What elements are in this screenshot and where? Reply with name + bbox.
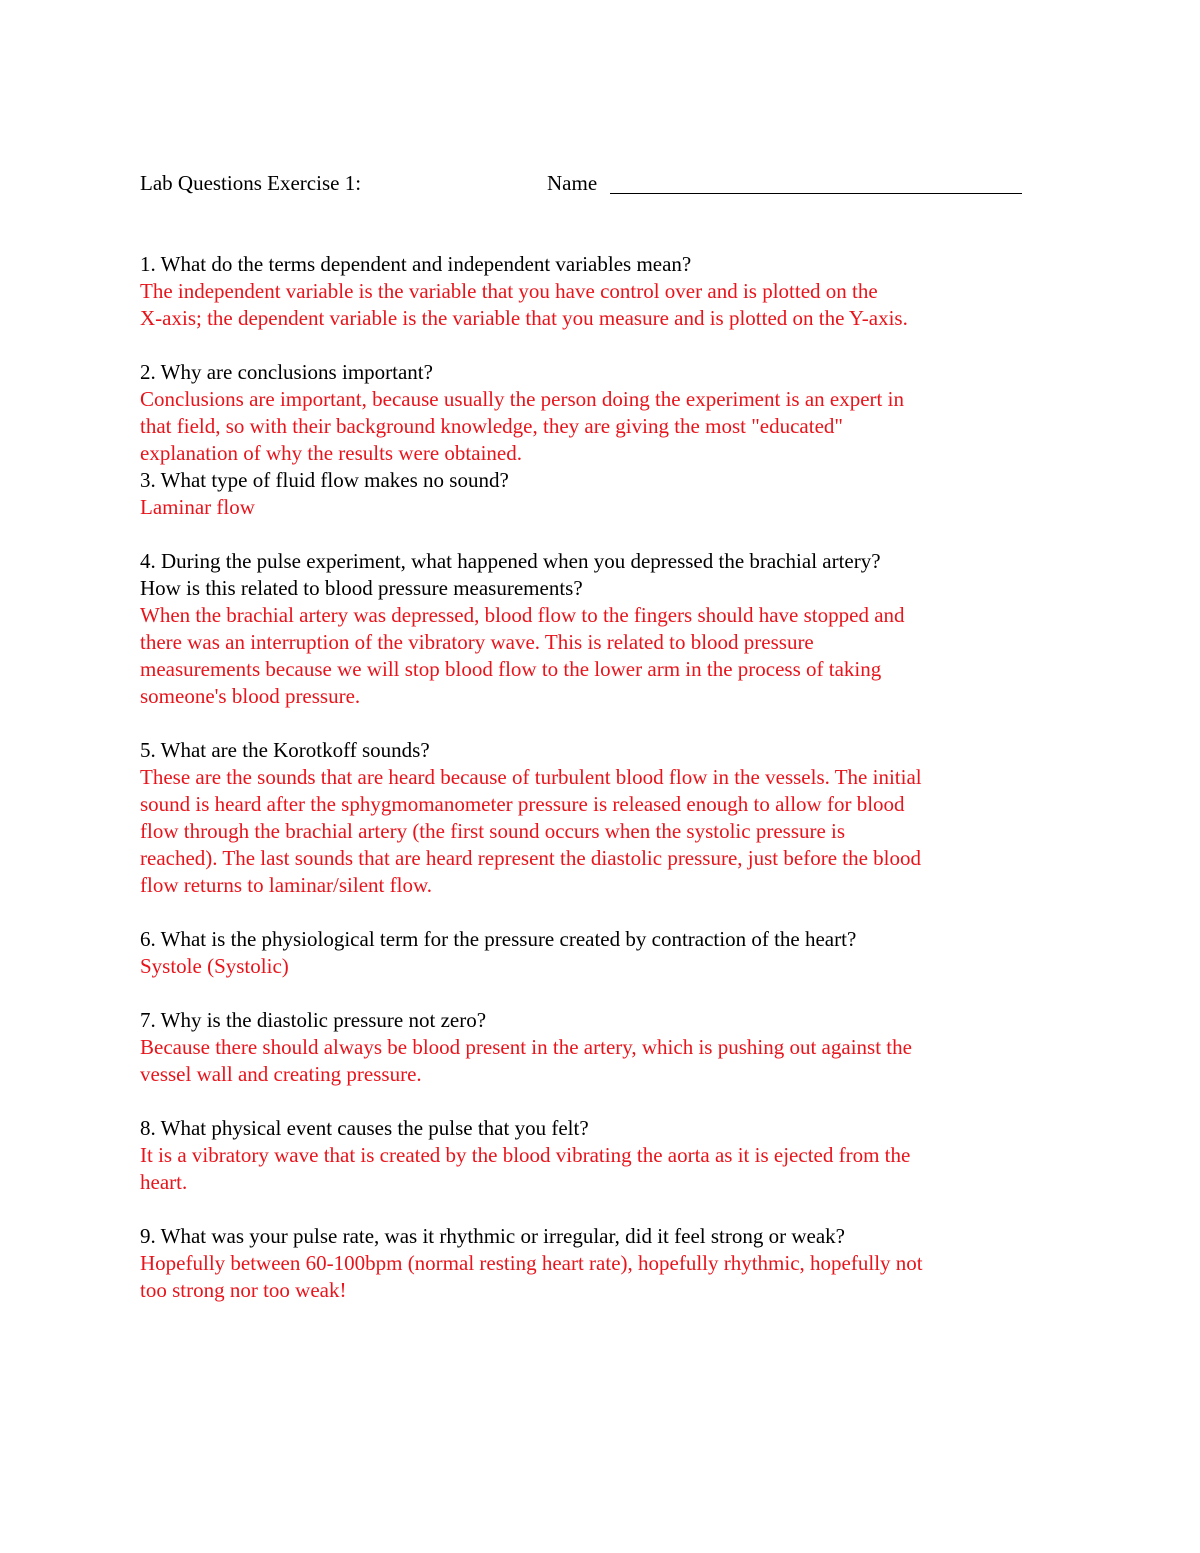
question-item-2 (140, 359, 1040, 467)
answer-line: flow returns to laminar/silent flow. (140, 873, 432, 897)
worksheet-header (140, 170, 1030, 200)
answer-line: X-axis; the dependent variable is the variable that you measure and is plotted on the Y-axis. (140, 306, 908, 330)
question-text: How is this related to blood pressure measurements? (140, 576, 583, 600)
answer-line: someone's blood pressure. (140, 684, 361, 708)
answer-line: Laminar flow (140, 495, 255, 519)
question-item-7 (140, 1007, 1040, 1088)
questions-list (140, 251, 1040, 1304)
question-text: 6. What is the physiological term for the pressure created by contraction of the heart? (140, 927, 857, 951)
question-text: 2. Why are conclusions important? (140, 360, 433, 384)
answer-line: explanation of why the results were obtained. (140, 441, 522, 465)
name-blank-line (610, 193, 1022, 194)
question-item-8 (140, 1115, 1040, 1196)
answer-line: flow through the brachial artery (the first sound occurs when the systolic pressure is (140, 819, 846, 843)
question-text: 7. Why is the diastolic pressure not zero? (140, 1008, 487, 1032)
answer-line: These are the sounds that are heard because of turbulent blood flow in the vessels. The initial (140, 765, 922, 789)
answer-line: It is a vibratory wave that is created by the blood vibrating the aorta as it is ejected from the (140, 1143, 911, 1167)
question-item-6 (140, 926, 1040, 980)
question-item-3 (140, 467, 1040, 521)
answer-line: sound is heard after the sphygmomanometer pressure is released enough to allow for blood (140, 792, 905, 816)
answer-line: Because there should always be blood present in the artery, which is pushing out against the (140, 1035, 912, 1059)
question-text: 8. What physical event causes the pulse that you felt? (140, 1116, 589, 1140)
answer-line: that field, so with their background knowledge, they are giving the most "educated" (140, 414, 843, 438)
answer-line: reached). The last sounds that are heard represent the diastolic pressure, just before the blood (140, 846, 921, 870)
answer-line: When the brachial artery was depressed, blood flow to the fingers should have stopped and (140, 603, 905, 627)
question-item-9 (140, 1223, 1040, 1304)
answer-line: The independent variable is the variable that you have control over and is plotted on the (140, 279, 878, 303)
question-text: 9. What was your pulse rate, was it rhythmic or irregular, did it feel strong or weak? (140, 1224, 845, 1248)
question-item-1 (140, 251, 1040, 332)
answer-line: too strong nor too weak! (140, 1278, 347, 1302)
name-label: Name (547, 171, 598, 195)
question-item-4 (140, 548, 1040, 710)
answer-line: heart. (140, 1170, 188, 1194)
answer-line: Systole (Systolic) (140, 954, 289, 978)
answer-line: Conclusions are important, because usually the person doing the experiment is an expert in (140, 387, 904, 411)
question-text: 4. During the pulse experiment, what happened when you depressed the brachial artery? (140, 549, 881, 573)
worksheet-title: Lab Questions Exercise 1: (140, 171, 362, 195)
question-item-5 (140, 737, 1040, 899)
question-text: 1. What do the terms dependent and independent variables mean? (140, 252, 692, 276)
question-text: 5. What are the Korotkoff sounds? (140, 738, 430, 762)
answer-line: there was an interruption of the vibratory wave. This is related to blood pressure (140, 630, 814, 654)
question-text: 3. What type of fluid flow makes no sound? (140, 468, 509, 492)
answer-line: measurements because we will stop blood flow to the lower arm in the process of taking (140, 657, 882, 681)
answer-line: vessel wall and creating pressure. (140, 1062, 422, 1086)
answer-line: Hopefully between 60-100bpm (normal resting heart rate), hopefully rhythmic, hopefully not (140, 1251, 923, 1275)
